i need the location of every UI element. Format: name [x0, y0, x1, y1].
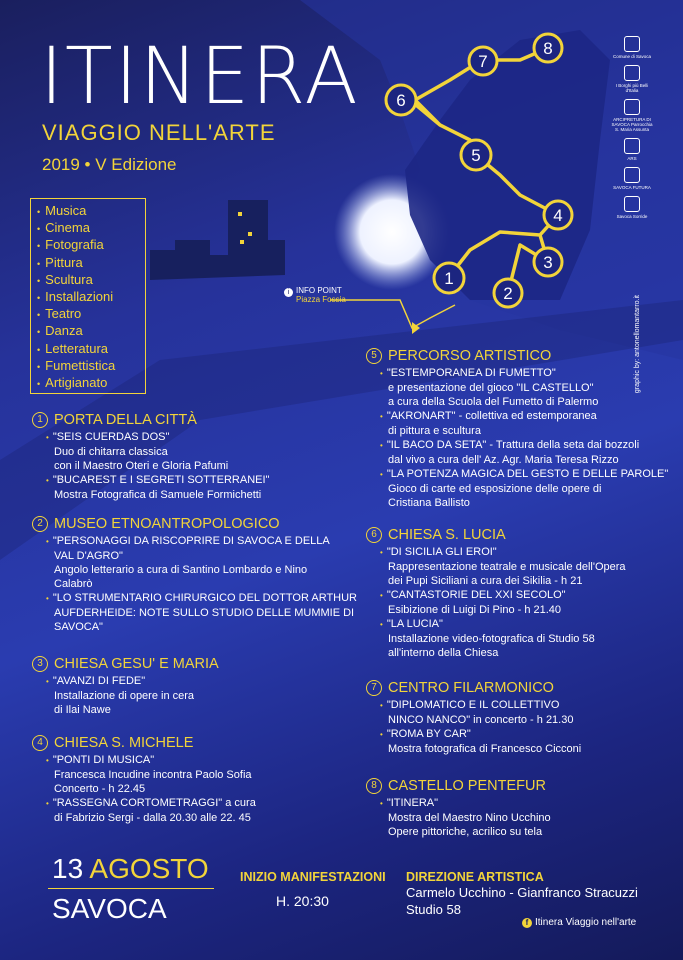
section-line-text: con il Maestro Oteri e Gloria Pafumi [54, 460, 229, 472]
art-label: Danza [45, 323, 83, 339]
date-day: 13 [52, 853, 84, 884]
section-line-text: Installazione di opere in cera [54, 690, 195, 702]
section-line-text: "PERSONAGGI DA RISCOPRIRE DI SAVOCA E DELLA [52, 535, 330, 547]
section-line [380, 632, 626, 646]
section-line-text: VAL D'AGRO" [54, 550, 123, 562]
page-subtitle: VIAGGIO NELL'ARTE [42, 120, 276, 145]
section-number-badge: 7 [366, 680, 382, 696]
graphic-credit: graphic by: antonellomantarro.it [634, 295, 641, 394]
section-line-text: Duo di chitarra classica [54, 446, 168, 458]
bullet-icon: • [37, 293, 41, 304]
direction-names [406, 884, 638, 918]
section-line [46, 591, 357, 606]
info-arrow [330, 300, 455, 328]
section-title: PERCORSO ARTISTICO [388, 348, 552, 364]
section-line [380, 560, 626, 574]
section-line [46, 577, 357, 591]
section-line-text: SAVOCA" [54, 621, 103, 633]
section-line [380, 811, 551, 825]
section-line [380, 698, 581, 713]
bullet-icon: • [380, 730, 383, 739]
section-line-text: "CANTASTORIE DEL XXI SECOLO" [386, 589, 566, 601]
section-title: CASTELLO PENTEFUR [388, 778, 546, 794]
section-line-text: "LA LUCIA" [386, 618, 443, 630]
arts-list-box [30, 198, 146, 394]
bullet-icon: • [46, 476, 49, 485]
art-item [37, 272, 145, 289]
art-item [37, 255, 145, 272]
section-line-text: Mostra Fotografica di Samuele Formichetti [54, 489, 262, 501]
section-line-text: AUFDERHEIDE: NOTE SULLO STUDIO DELLE MUMMIE DI [54, 607, 355, 619]
section-line [380, 395, 668, 409]
program-section [32, 735, 256, 825]
section-line-text: Concerto - h 22.45 [54, 783, 146, 795]
section-line-text: Rappresentazione teatrale e musicale dell'Opera [388, 561, 626, 573]
section-line-text: di Ilai Nawe [54, 704, 111, 716]
section-line-text: Mostra del Maestro Nino Ucchino [388, 812, 551, 824]
section-number-badge: 3 [32, 656, 48, 672]
logo-savoca-sorride [610, 196, 654, 219]
map-stop-number: 4 [553, 206, 563, 225]
section-line [46, 753, 256, 768]
logo-icon [624, 167, 640, 183]
section-line-text: "AKRONART" - collettiva ed estemporanea [386, 410, 597, 422]
logo-text: ARS [627, 156, 637, 161]
section-line-text: Calabrò [54, 578, 93, 590]
bullet-icon: • [37, 379, 41, 390]
bullet-icon: • [37, 207, 41, 217]
section-line [380, 796, 551, 811]
section-line [46, 488, 269, 502]
program-section [366, 778, 551, 839]
bullet-icon: • [380, 470, 383, 479]
section-number-badge: 4 [32, 735, 48, 751]
bullet-icon: • [380, 548, 383, 557]
section-heading [366, 527, 626, 543]
section-heading [32, 656, 219, 672]
section-heading [32, 412, 269, 428]
section-line-text: Opere pittoriche, acrilico su tela [388, 826, 543, 838]
bullet-icon: • [380, 591, 383, 600]
bullet-icon: • [380, 620, 383, 629]
section-line-text: "ROMA BY CAR" [386, 728, 471, 740]
section-line [46, 473, 269, 488]
section-line-text: Mostra fotografica di Francesco Cicconi [388, 743, 582, 755]
section-line-text: di Fabrizio Sergi - dalla 20.30 alle 22. 45 [54, 812, 251, 824]
logo-text: Savoca Sorride [616, 214, 648, 219]
castle-silhouette [150, 200, 285, 280]
art-item [37, 323, 145, 340]
section-line [380, 496, 668, 510]
art-item [37, 375, 145, 392]
logo-comune-savoca [610, 36, 654, 59]
section-line [46, 563, 357, 577]
section-line [380, 646, 626, 660]
info-point-place: Piazza Fossia [296, 295, 346, 304]
art-label: Fumettistica [45, 357, 116, 373]
program-section [32, 656, 219, 717]
info-icon: i [284, 288, 293, 297]
section-line-text: all'interno della Chiesa [388, 647, 499, 659]
art-label: Pittura [45, 254, 83, 270]
section-line-text: "BUCAREST E I SEGRETI SOTTERRANEI" [52, 474, 270, 486]
map-stop-number: 1 [444, 269, 454, 288]
logo-icon [624, 65, 640, 81]
bullet-icon: • [37, 241, 41, 252]
section-number-badge: 8 [366, 778, 382, 794]
art-item [37, 289, 145, 306]
bullet-icon: • [37, 224, 41, 235]
sponsor-logos [610, 36, 654, 225]
section-line-text: Francesca Incudine incontra Paolo Sofia [54, 769, 252, 781]
logo-icon [624, 196, 640, 212]
section-line [380, 825, 551, 839]
section-line-text: "AVANZI DI FEDE" [52, 675, 146, 687]
logo-text: I Borghi più Belli d'Italia [615, 83, 649, 93]
section-line [46, 811, 256, 825]
art-item [37, 306, 145, 323]
section-line-text: NINCO NANCO" in concerto - h 21.30 [388, 714, 574, 726]
section-line [380, 467, 668, 482]
info-point [296, 286, 346, 304]
section-title: CHIESA GESU' E MARIA [54, 656, 219, 672]
program-section [32, 516, 357, 634]
section-line-text: "ITINERA" [386, 797, 439, 809]
program-section [32, 412, 269, 502]
art-item [37, 341, 145, 358]
section-line [380, 366, 668, 381]
bullet-icon: • [380, 412, 383, 421]
logo-icon [624, 138, 640, 154]
section-number-badge: 2 [32, 516, 48, 532]
map-stop-number: 2 [503, 284, 513, 303]
section-line [380, 742, 581, 756]
section-line [46, 782, 256, 796]
section-line-text: "PONTI DI MUSICA" [52, 754, 155, 766]
edition-label: 2019 • V Edizione [42, 155, 177, 174]
map-stop-number: 7 [478, 52, 488, 71]
section-title: MUSEO ETNOANTROPOLOGICO [54, 516, 280, 532]
bullet-icon: • [37, 361, 41, 372]
bullet-icon: • [380, 701, 383, 710]
section-line [380, 545, 626, 560]
section-line [46, 768, 256, 782]
logo-arcipretura [610, 99, 654, 132]
section-line-text: Installazione video-fotografica di Studio 58 [388, 633, 595, 645]
program-section [366, 348, 668, 510]
map-stop-number: 6 [396, 91, 406, 110]
start-time: H. 20:30 [276, 893, 329, 909]
section-line [380, 424, 668, 438]
art-label: Musica [45, 203, 87, 218]
section-number-badge: 1 [32, 412, 48, 428]
section-line [46, 606, 357, 620]
logo-text: Comune di Savoca [612, 54, 652, 59]
section-line [380, 588, 626, 603]
section-line [46, 674, 219, 689]
bullet-icon: • [380, 441, 383, 450]
art-item [37, 237, 145, 254]
logo-text: ARCIPRETURA DI SAVOCA Parrocchia S. Maria Assunta [611, 117, 653, 132]
art-item [37, 358, 145, 375]
bullet-icon: • [46, 799, 49, 808]
section-line [380, 438, 668, 453]
section-heading [366, 348, 668, 364]
bullet-icon: • [46, 537, 49, 546]
section-line [46, 459, 269, 473]
section-title: PORTA DELLA CITTÀ [54, 412, 197, 428]
section-line [46, 620, 357, 634]
art-label: Scultura [45, 271, 93, 287]
direction-studio: Studio 58 [406, 902, 461, 917]
section-line [46, 703, 219, 717]
section-title: CENTRO FILARMONICO [388, 680, 554, 696]
section-line [46, 430, 269, 445]
section-line [380, 381, 668, 395]
section-heading [366, 778, 551, 794]
bullet-icon: • [46, 433, 49, 442]
section-line-text: Angolo letterario a cura di Santino Lombardo e Nino [54, 564, 308, 576]
program-section [366, 527, 626, 660]
art-label: Installazioni [45, 289, 114, 305]
section-line [380, 574, 626, 588]
page-title: ITINERA [40, 32, 360, 122]
bullet-icon: • [37, 310, 41, 321]
art-label: Cinema [45, 220, 90, 236]
logo-text: SAVOCA FUTURA [613, 185, 651, 190]
logo-borghi [610, 65, 654, 93]
section-line-text: dei Pupi Siciliani a cura dei Sikilia - h 21 [388, 575, 583, 587]
section-line [46, 549, 357, 563]
section-heading [32, 516, 357, 532]
section-line [380, 482, 668, 496]
program-section [366, 680, 581, 756]
section-line-text: "ESTEMPORANEA DI FUMETTO" [386, 367, 556, 379]
section-number-badge: 6 [366, 527, 382, 543]
section-line-text: "DIPLOMATICO E IL COLLETTIVO [386, 699, 560, 711]
art-label: Artigianato [45, 375, 108, 391]
section-line-text: "RASSEGNA CORTOMETRAGGI" a cura [52, 797, 256, 809]
section-line [380, 409, 668, 424]
section-line [380, 713, 581, 727]
facebook-link[interactable] [522, 917, 636, 928]
facebook-label: Itinera Viaggio nell'arte [535, 917, 637, 928]
section-line-text: "IL BACO DA SETA" - Trattura della seta dai bozzoli [386, 439, 640, 451]
map-stop-number: 3 [543, 253, 553, 272]
logo-ars [610, 138, 654, 161]
map-stop-number: 5 [471, 146, 481, 165]
section-line [46, 445, 269, 459]
section-line [46, 796, 256, 811]
art-label: Teatro [45, 306, 82, 322]
section-line [46, 689, 219, 703]
section-line [46, 534, 357, 549]
event-date [52, 853, 209, 885]
date-month: AGOSTO [89, 853, 209, 884]
section-line [380, 453, 668, 467]
section-line-text: Esibizione di Luigi Di Pino - h 21.40 [388, 604, 562, 616]
facebook-icon: f [522, 918, 532, 928]
art-item [37, 220, 145, 237]
section-line [380, 617, 626, 632]
section-heading [366, 680, 581, 696]
section-line [380, 727, 581, 742]
bullet-icon: • [46, 594, 49, 603]
section-title: CHIESA S. LUCIA [388, 527, 506, 543]
info-point-label: INFO POINT [296, 286, 342, 295]
section-line-text: "LO STRUMENTARIO CHIRURGICO DEL DOTTOR ARTHUR [52, 592, 357, 604]
bullet-icon: • [46, 677, 49, 686]
section-line-text: "LA POTENZA MAGICA DEL GESTO E DELLE PAROLE" [386, 468, 669, 480]
bullet-icon: • [37, 258, 41, 269]
direction-names-line: Carmelo Ucchino - Gianfranco Stracuzzi [406, 885, 638, 900]
art-label: Letteratura [45, 340, 109, 356]
section-line-text: e presentazione del gioco "IL CASTELLO" [388, 382, 594, 394]
section-line-text: "DI SICILIA GLI EROI" [386, 546, 497, 558]
bullet-icon: • [37, 344, 41, 355]
section-number-badge: 5 [366, 348, 382, 364]
bullet-icon: • [380, 799, 383, 808]
start-label: INIZIO MANIFESTAZIONI [240, 870, 386, 884]
bullet-icon: • [37, 327, 41, 338]
section-line-text: di pittura e scultura [388, 425, 481, 437]
section-line-text: Gioco di carte ed esposizione delle opere di [388, 483, 602, 495]
direction-label: DIREZIONE ARTISTICA [406, 870, 544, 884]
section-heading [32, 735, 256, 751]
event-place: SAVOCA [52, 893, 167, 924]
bullet-icon: • [37, 275, 41, 286]
bullet-icon: • [380, 369, 383, 378]
section-line-text: "SEIS CUERDAS DOS" [52, 431, 170, 443]
art-item [37, 203, 145, 220]
bullet-icon: • [46, 756, 49, 765]
logo-icon [624, 36, 640, 52]
logo-savoca-futura [610, 167, 654, 190]
art-label: Fotografia [45, 237, 104, 253]
section-line [380, 603, 626, 617]
map-stop-number: 8 [543, 39, 553, 58]
logo-icon [624, 99, 640, 115]
section-line-text: Cristiana Ballisto [388, 497, 470, 509]
section-title: CHIESA S. MICHELE [54, 735, 194, 751]
section-line-text: a cura della Scuola del Fumetto di Palermo [388, 396, 599, 408]
section-line-text: dal vivo a cura dell' Az. Agr. Maria Teresa Rizzo [388, 454, 619, 466]
